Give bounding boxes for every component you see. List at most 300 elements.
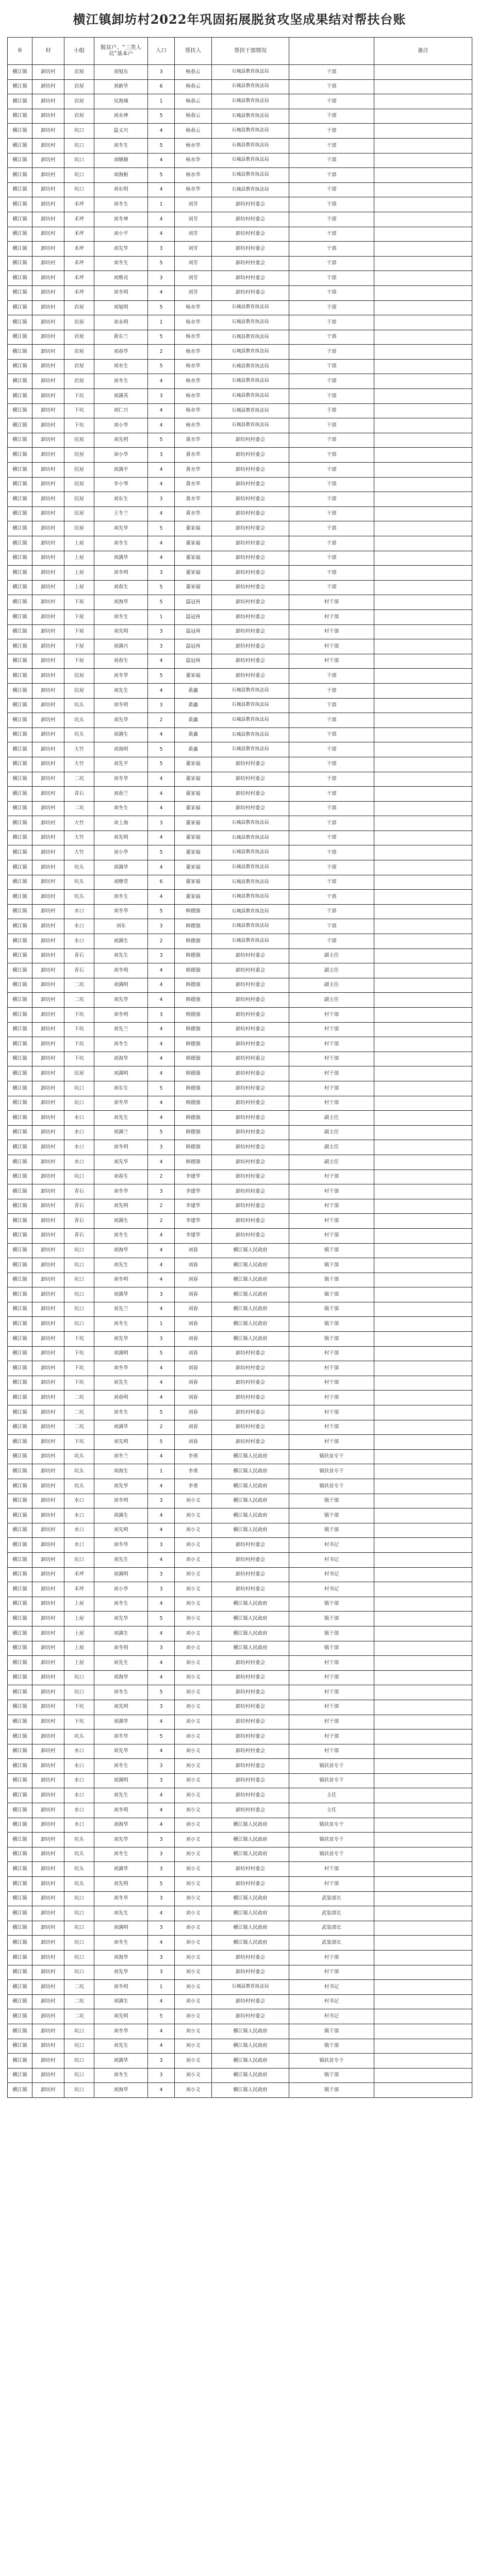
cell-helper: 黄鑫 <box>175 683 212 698</box>
cell-unit: 横江镇人民政府 <box>212 1847 289 1862</box>
cell-township: 横江镇 <box>8 1464 32 1479</box>
cell-group: 下坑 <box>64 1037 94 1052</box>
cell-people: 4 <box>148 1552 175 1567</box>
cell-remark <box>374 1243 472 1258</box>
cell-people: 5 <box>148 256 175 271</box>
cell-people: 3 <box>148 448 175 463</box>
cell-position: 干部 <box>289 683 374 698</box>
table-row <box>8 1906 472 1921</box>
cell-group: 岩屋 <box>64 374 94 389</box>
cell-helper: 刘小文 <box>175 1700 212 1715</box>
cell-remark <box>374 757 472 772</box>
cell-people: 4 <box>148 831 175 845</box>
cell-group: 坑头 <box>64 1833 94 1848</box>
cell-remark <box>374 2068 472 2083</box>
cell-remark <box>374 727 472 742</box>
cell-township: 横江镇 <box>8 212 32 227</box>
table-row <box>8 1685 472 1700</box>
cell-people: 4 <box>148 654 175 669</box>
cell-people: 3 <box>148 1847 175 1862</box>
cell-village: 卸坊村 <box>32 2009 64 2024</box>
cell-township: 横江镇 <box>8 1243 32 1258</box>
cell-remark <box>374 1008 472 1023</box>
cell-helper: 杨水华 <box>175 345 212 360</box>
cell-village: 卸坊村 <box>32 609 64 624</box>
cell-unit: 卸坊村村委会 <box>212 757 289 772</box>
table-row <box>8 418 472 433</box>
cell-people: 4 <box>148 2039 175 2054</box>
cell-township: 横江镇 <box>8 1567 32 1582</box>
cell-remark <box>374 1273 472 1287</box>
cell-position: 镇扶贫专干 <box>289 1759 374 1774</box>
cell-helper: 刘春 <box>175 1302 212 1317</box>
cell-remark <box>374 448 472 463</box>
cell-position: 武装部长 <box>289 1891 374 1906</box>
cell-position: 干部 <box>289 448 374 463</box>
cell-township: 横江镇 <box>8 742 32 757</box>
cell-people: 3 <box>148 242 175 257</box>
cell-township: 横江镇 <box>8 1258 32 1273</box>
table-row <box>8 742 472 757</box>
table-row <box>8 182 472 197</box>
cell-household-head: 刘先兰 <box>94 1302 148 1317</box>
cell-position: 干部 <box>289 359 374 374</box>
table-row <box>8 330 472 345</box>
cell-remark <box>374 1612 472 1626</box>
cell-unit: 横江镇人民政府 <box>212 1509 289 1523</box>
cell-group: 水口 <box>64 919 94 934</box>
cell-unit: 卸坊村村委会 <box>212 492 289 507</box>
cell-group: 上屋 <box>64 1597 94 1612</box>
cell-helper: 韩德强 <box>175 919 212 934</box>
table-row <box>8 1641 472 1656</box>
cell-group: 水口 <box>64 1111 94 1126</box>
cell-village: 卸坊村 <box>32 1980 64 1995</box>
table-row <box>8 1951 472 1965</box>
cell-remark <box>374 860 472 875</box>
cell-household-head: 刘先生 <box>94 683 148 698</box>
table-row <box>8 698 472 713</box>
cell-position: 村干部 <box>289 1214 374 1229</box>
cell-remark <box>374 580 472 595</box>
cell-unit: 卸坊村村委会 <box>212 1037 289 1052</box>
cell-group: 二坑 <box>64 1994 94 2009</box>
cell-helper: 刘小文 <box>175 1803 212 1818</box>
cell-township: 横江镇 <box>8 374 32 389</box>
cell-helper: 董家福 <box>175 831 212 845</box>
cell-people: 2 <box>148 1420 175 1435</box>
cell-household-head: 刘先生 <box>94 1656 148 1671</box>
cell-remark <box>374 948 472 963</box>
cell-remark <box>374 934 472 949</box>
cell-people: 3 <box>148 698 175 713</box>
cell-position: 干部 <box>289 182 374 197</box>
cell-unit: 卸坊村村委会 <box>212 1994 289 2009</box>
cell-township: 横江镇 <box>8 2054 32 2069</box>
cell-group: 民屋 <box>64 521 94 536</box>
cell-helper: 温冠再 <box>175 595 212 610</box>
cell-village: 卸坊村 <box>32 1287 64 1302</box>
cell-remark <box>374 609 472 624</box>
cell-township: 横江镇 <box>8 1376 32 1391</box>
cell-people: 4 <box>148 890 175 905</box>
cell-household-head: 刘水生 <box>94 359 148 374</box>
cell-township: 横江镇 <box>8 1302 32 1317</box>
cell-group: 坑头 <box>64 1877 94 1892</box>
table-row <box>8 300 472 315</box>
cell-position: 村干部 <box>289 1391 374 1405</box>
cell-remark <box>374 521 472 536</box>
cell-village: 卸坊村 <box>32 1332 64 1347</box>
cell-village: 卸坊村 <box>32 536 64 551</box>
cell-unit: 石城县教育执法局 <box>212 168 289 183</box>
cell-township: 横江镇 <box>8 1538 32 1553</box>
table-row <box>8 772 472 787</box>
cell-household-head: 刘满华 <box>94 1420 148 1435</box>
cell-remark <box>374 463 472 478</box>
cell-unit: 卸坊村村委会 <box>212 993 289 1008</box>
cell-position: 村书记 <box>289 2009 374 2024</box>
cell-people: 5 <box>148 904 175 919</box>
cell-helper: 黄水华 <box>175 433 212 448</box>
cell-helper: 韩德强 <box>175 1052 212 1066</box>
cell-group: 上屋 <box>64 566 94 581</box>
cell-unit: 卸坊村村委会 <box>212 566 289 581</box>
cell-group: 水口 <box>64 1744 94 1759</box>
cell-village: 卸坊村 <box>32 1391 64 1405</box>
table-row <box>8 1405 472 1420</box>
cell-position: 镇干部 <box>289 1612 374 1626</box>
cell-remark <box>374 1980 472 1995</box>
cell-position: 干部 <box>289 551 374 566</box>
cell-helper: 杨水华 <box>175 403 212 418</box>
table-row <box>8 551 472 566</box>
table-row <box>8 1523 472 1538</box>
header-cell-people: 人口 <box>148 38 175 65</box>
table-row <box>8 801 472 816</box>
cell-people: 1 <box>148 1464 175 1479</box>
cell-group: 岩屋 <box>64 315 94 330</box>
cell-household-head: 刘冬华 <box>94 2024 148 2039</box>
cell-village: 卸坊村 <box>32 109 64 124</box>
cell-township: 横江镇 <box>8 227 32 242</box>
cell-helper: 董家福 <box>175 521 212 536</box>
table-row <box>8 2054 472 2069</box>
table-row <box>8 1258 472 1273</box>
cell-group: 坑口 <box>64 1951 94 1965</box>
cell-remark <box>374 1759 472 1774</box>
cell-township: 横江镇 <box>8 1332 32 1347</box>
cell-unit: 横江镇人民政府 <box>212 1523 289 1538</box>
cell-group: 坑口 <box>64 1317 94 1332</box>
cell-helper: 韩德强 <box>175 1096 212 1111</box>
cell-remark <box>374 1656 472 1671</box>
cell-village: 卸坊村 <box>32 1862 64 1877</box>
cell-township: 横江镇 <box>8 1965 32 1980</box>
cell-position: 镇扶贫专干 <box>289 1464 374 1479</box>
cell-household-head: 刘旭东 <box>94 65 148 80</box>
cell-township: 横江镇 <box>8 359 32 374</box>
cell-village: 卸坊村 <box>32 948 64 963</box>
cell-position: 干部 <box>289 242 374 257</box>
cell-unit: 石城县教育执法局 <box>212 403 289 418</box>
cell-township: 横江镇 <box>8 1022 32 1037</box>
cell-people: 4 <box>148 1391 175 1405</box>
cell-people: 5 <box>148 138 175 153</box>
cell-township: 横江镇 <box>8 1346 32 1361</box>
cell-helper: 刘春 <box>175 1243 212 1258</box>
cell-people: 3 <box>148 816 175 831</box>
cell-village: 卸坊村 <box>32 1170 64 1184</box>
cell-unit: 横江镇人民政府 <box>212 2054 289 2069</box>
cell-village: 卸坊村 <box>32 315 64 330</box>
cell-people: 5 <box>148 433 175 448</box>
cell-village: 卸坊村 <box>32 79 64 94</box>
cell-household-head: 刘海华 <box>94 1243 148 1258</box>
cell-people: 3 <box>148 1140 175 1155</box>
cell-helper: 韩德强 <box>175 993 212 1008</box>
cell-people: 3 <box>148 1641 175 1656</box>
cell-household-head: 刘海华 <box>94 595 148 610</box>
cell-remark <box>374 1951 472 1965</box>
cell-township: 横江镇 <box>8 1951 32 1965</box>
cell-unit: 卸坊村村委会 <box>212 212 289 227</box>
cell-village: 卸坊村 <box>32 845 64 860</box>
cell-unit: 石城县教育执法局 <box>212 875 289 890</box>
cell-people: 5 <box>148 1730 175 1744</box>
table-row <box>8 1965 472 1980</box>
cell-people: 4 <box>148 2083 175 2098</box>
table-row <box>8 1066 472 1081</box>
cell-group: 坑口 <box>64 168 94 183</box>
cell-remark <box>374 1464 472 1479</box>
cell-group: 坑头 <box>64 890 94 905</box>
cell-township: 横江镇 <box>8 1361 32 1376</box>
cell-helper: 刘芳 <box>175 227 212 242</box>
cell-people: 5 <box>148 1125 175 1140</box>
table-row <box>8 875 472 890</box>
cell-remark <box>374 1773 472 1788</box>
cell-remark <box>374 1965 472 1980</box>
cell-unit: 横江镇人民政府 <box>212 1641 289 1656</box>
cell-unit: 卸坊村村委会 <box>212 433 289 448</box>
cell-village: 卸坊村 <box>32 1228 64 1243</box>
cell-group: 禾坪 <box>64 227 94 242</box>
cell-household-head: 刘满生 <box>94 727 148 742</box>
table-row <box>8 1228 472 1243</box>
cell-group: 坑头 <box>64 1464 94 1479</box>
cell-village: 卸坊村 <box>32 1685 64 1700</box>
cell-people: 4 <box>148 1744 175 1759</box>
cell-unit: 横江镇人民政府 <box>212 1449 289 1464</box>
table-row <box>8 1420 472 1435</box>
cell-township: 横江镇 <box>8 1494 32 1509</box>
cell-group: 禾坪 <box>64 285 94 300</box>
cell-unit: 石城县教育执法局 <box>212 919 289 934</box>
cell-remark <box>374 1405 472 1420</box>
cell-group: 水口 <box>64 1788 94 1803</box>
cell-household-head: 刘冬坤 <box>94 212 148 227</box>
table-row <box>8 787 472 802</box>
cell-position: 村干部 <box>289 1670 374 1685</box>
cell-remark <box>374 1214 472 1229</box>
cell-position: 武装部长 <box>289 1906 374 1921</box>
cell-helper: 刘小文 <box>175 1951 212 1965</box>
cell-household-head: 刘冬明 <box>94 1273 148 1287</box>
table-row <box>8 374 472 389</box>
cell-household-head: 刘继顺 <box>94 153 148 168</box>
cell-people: 4 <box>148 1273 175 1287</box>
cell-village: 卸坊村 <box>32 1155 64 1170</box>
cell-village: 卸坊村 <box>32 713 64 728</box>
table-row <box>8 492 472 507</box>
cell-unit: 卸坊村村委会 <box>212 1538 289 1553</box>
table-row <box>8 403 472 418</box>
cell-position: 村干部 <box>289 595 374 610</box>
cell-unit: 石城县教育执法局 <box>212 374 289 389</box>
cell-village: 卸坊村 <box>32 890 64 905</box>
cell-village: 卸坊村 <box>32 1479 64 1494</box>
cell-township: 横江镇 <box>8 448 32 463</box>
cell-group: 民屋 <box>64 463 94 478</box>
cell-group: 水口 <box>64 1818 94 1833</box>
table-row <box>8 212 472 227</box>
cell-people: 3 <box>148 1951 175 1965</box>
cell-village: 卸坊村 <box>32 345 64 360</box>
cell-household-head: 刘冬明 <box>94 1494 148 1509</box>
cell-unit: 石城县教育执法局 <box>212 934 289 949</box>
cell-household-head: 刘先生 <box>94 1376 148 1391</box>
cell-remark <box>374 418 472 433</box>
cell-people: 2 <box>148 345 175 360</box>
cell-helper: 温冠再 <box>175 609 212 624</box>
cell-household-head: 刘海根 <box>94 168 148 183</box>
cell-group: 坑口 <box>64 2068 94 2083</box>
header-cell-household-head: 脱贫户、“三类人员”基本户 <box>94 38 148 65</box>
cell-position: 镇扶贫专干 <box>289 1773 374 1788</box>
cell-township: 横江镇 <box>8 94 32 109</box>
cell-position: 武装部长 <box>289 1936 374 1951</box>
table-row <box>8 477 472 492</box>
cell-remark <box>374 1376 472 1391</box>
cell-township: 横江镇 <box>8 153 32 168</box>
table-row <box>8 463 472 478</box>
cell-people: 1 <box>148 1317 175 1332</box>
cell-unit: 卸坊村村委会 <box>212 477 289 492</box>
cell-people: 3 <box>148 271 175 286</box>
cell-village: 卸坊村 <box>32 727 64 742</box>
table-row <box>8 94 472 109</box>
cell-group: 水口 <box>64 1155 94 1170</box>
cell-helper: 董家福 <box>175 816 212 831</box>
table-row <box>8 816 472 831</box>
cell-village: 卸坊村 <box>32 978 64 993</box>
cell-group: 青石 <box>64 963 94 978</box>
cell-unit: 横江镇人民政府 <box>212 1464 289 1479</box>
cell-position: 副主任 <box>289 1125 374 1140</box>
cell-village: 卸坊村 <box>32 1096 64 1111</box>
cell-township: 横江镇 <box>8 1435 32 1450</box>
cell-unit: 卸坊村村委会 <box>212 1391 289 1405</box>
table-row <box>8 1464 472 1479</box>
cell-helper: 刘小文 <box>175 1509 212 1523</box>
cell-township: 横江镇 <box>8 1479 32 1494</box>
cell-remark <box>374 1685 472 1700</box>
cell-people: 5 <box>148 845 175 860</box>
cell-position: 干部 <box>289 521 374 536</box>
cell-unit: 卸坊村村委会 <box>212 1715 289 1730</box>
cell-remark <box>374 227 472 242</box>
table-row <box>8 566 472 581</box>
cell-people: 4 <box>148 1243 175 1258</box>
table-row <box>8 1479 472 1494</box>
cell-helper: 黄水华 <box>175 463 212 478</box>
cell-household-head: 刘春生 <box>94 580 148 595</box>
cell-remark <box>374 2009 472 2024</box>
cell-household-head: 刘冬明 <box>94 285 148 300</box>
cell-household-head: 刘先华 <box>94 1833 148 1848</box>
cell-unit: 卸坊村村委会 <box>212 963 289 978</box>
cell-group: 水口 <box>64 1759 94 1774</box>
cell-people: 4 <box>148 212 175 227</box>
cell-township: 横江镇 <box>8 772 32 787</box>
cell-group: 坑头 <box>64 860 94 875</box>
cell-village: 卸坊村 <box>32 1773 64 1788</box>
cell-helper: 刘小文 <box>175 1833 212 1848</box>
cell-helper: 刘小文 <box>175 1877 212 1892</box>
cell-people: 3 <box>148 492 175 507</box>
cell-helper: 李建华 <box>175 1184 212 1199</box>
cell-village: 卸坊村 <box>32 2068 64 2083</box>
cell-unit: 卸坊村村委会 <box>212 948 289 963</box>
cell-remark <box>374 845 472 860</box>
cell-remark <box>374 359 472 374</box>
cell-village: 卸坊村 <box>32 904 64 919</box>
cell-village: 卸坊村 <box>32 433 64 448</box>
table-row <box>8 904 472 919</box>
table-row <box>8 654 472 669</box>
cell-position: 村书记 <box>289 1552 374 1567</box>
cell-unit: 横江镇人民政府 <box>212 1317 289 1332</box>
cell-village: 卸坊村 <box>32 1715 64 1730</box>
table-row <box>8 521 472 536</box>
table-row <box>8 1243 472 1258</box>
cell-unit: 卸坊村村委会 <box>212 1346 289 1361</box>
cell-unit: 卸坊村村委会 <box>212 1877 289 1892</box>
cell-helper: 黄水华 <box>175 506 212 521</box>
table-row <box>8 1994 472 2009</box>
cell-township: 横江镇 <box>8 1862 32 1877</box>
table-row <box>8 506 472 521</box>
cell-household-head: 刘冬华 <box>94 1361 148 1376</box>
cell-township: 横江镇 <box>8 1140 32 1155</box>
cell-group: 坑头 <box>64 727 94 742</box>
cell-remark <box>374 1788 472 1803</box>
cell-remark <box>374 904 472 919</box>
table-row <box>8 1582 472 1597</box>
cell-township: 横江镇 <box>8 1700 32 1715</box>
cell-group: 二坑 <box>64 772 94 787</box>
cell-household-head: 刘冬生 <box>94 1685 148 1700</box>
cell-remark <box>374 65 472 80</box>
cell-people: 3 <box>148 1833 175 1848</box>
cell-township: 横江镇 <box>8 1685 32 1700</box>
cell-helper: 刘春 <box>175 1273 212 1287</box>
table-row <box>8 1877 472 1892</box>
cell-township: 横江镇 <box>8 845 32 860</box>
cell-people: 4 <box>148 1052 175 1066</box>
cell-group: 上屋 <box>64 1612 94 1626</box>
